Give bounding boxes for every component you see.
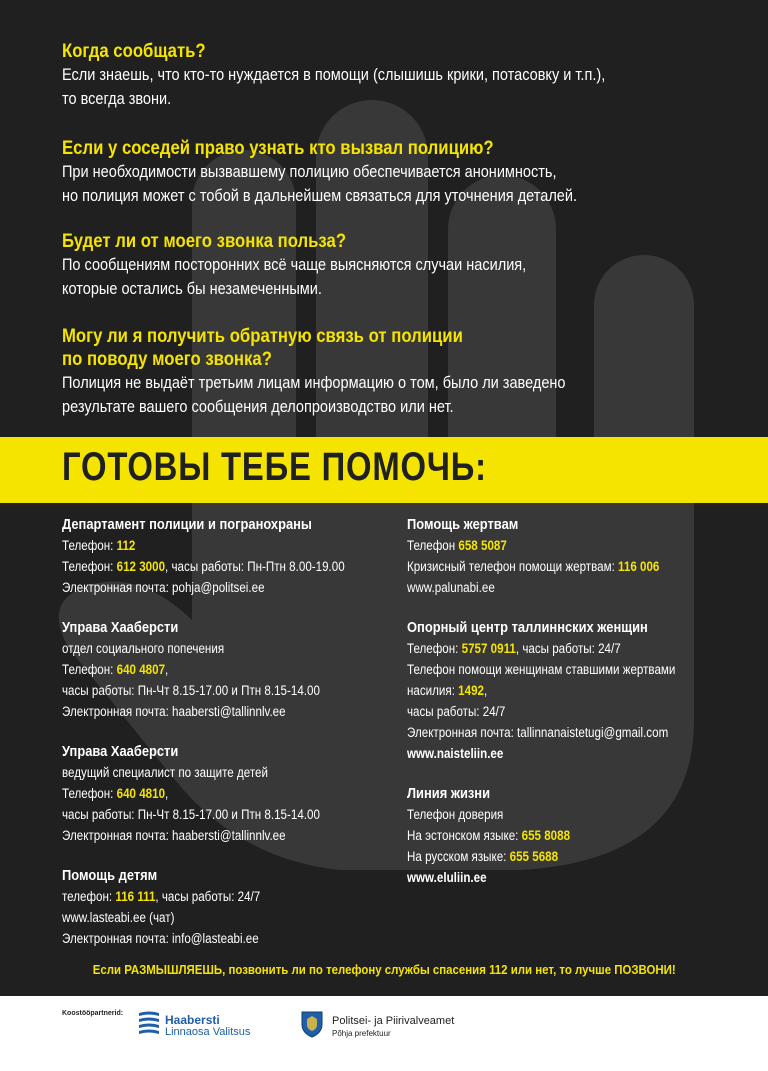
contact-lifeline: Линия жизни Телефон доверия На эстонском языке: 655 8088 На русском языке: 655 5688 www.eluliin.ee (407, 783, 719, 888)
website-link[interactable]: www.eluliin.ee (407, 870, 487, 885)
email-line[interactable]: Электронная почта: haabersti@tallinnlv.ee (62, 828, 286, 843)
phone-number[interactable]: 116 006 (618, 559, 660, 574)
phone-number[interactable]: 1492 (458, 683, 484, 698)
faq-answer: По сообщениям посторонних всё чаще выясняются случаи насилия, которые остались бы незамеченными. (62, 256, 527, 298)
email-line[interactable]: Электронная почта: info@lasteabi.ee (62, 931, 259, 946)
website-link[interactable]: www.lasteabi.ee (62, 910, 146, 925)
faq-question: Если у соседей право узнать кто вызвал полицию? (62, 138, 494, 159)
phone-number[interactable]: 612 3000 (116, 559, 166, 574)
website-link[interactable]: www.naisteliin.ee (407, 746, 504, 761)
contact-haabersti-social: Управа Хааберсти отдел социального попечения Телефон: 640 4807, часы работы: Пн-Чт 8.15-17.00 и Птн 8.15-14.00 Электронная почта: haabersti@tallinnlv.ee (62, 617, 391, 722)
contact-haabersti-child: Управа Хааберсти ведущий специалист по защите детей Телефон: 640 4810, часы работы: Пн-Чт 8.15-17.00 и Птн 8.15-14.00 Электронная почта: haabersti@tallinnlv.ee (62, 741, 391, 846)
contacts-right-column (407, 514, 719, 907)
dept: отдел социального попечения (62, 641, 225, 656)
call-to-action: Если РАЗМЫШЛЯЕШЬ, позвонить ли по телефону службы спасения 112 или нет, то лучше ПОЗВОНИ! (92, 962, 676, 977)
org-name: Опорный центр таллиннских женщин (407, 619, 648, 636)
dept: ведущий специалист по защите детей (62, 765, 268, 780)
org-name: Помощь детям (62, 867, 158, 884)
police-shield-icon (300, 1010, 324, 1038)
phone-number[interactable]: 5757 0911 (461, 641, 516, 656)
contact-police: Департамент полиции и погранохраны Телефон: 112 Телефон: 612 3000, часы работы: Пн-Птн 8.00-19.00 Электронная почта: pohja@politsei.ee (62, 514, 391, 598)
police-logo: Politsei- ja Piirivalveamet Põhja prefektuur (300, 1010, 324, 1043)
org-name: Управа Хааберсти (62, 743, 179, 760)
hours: часы работы: 24/7 (407, 704, 506, 719)
email-line[interactable]: Электронная почта: tallinnanaistetugi@gmail.com (407, 725, 669, 740)
phone-number[interactable]: 116 111 (115, 889, 156, 904)
phone-number[interactable]: 112 (116, 538, 136, 553)
faq-item (62, 230, 742, 301)
faq-answer: При необходимости вызвавшему полицию обеспечивается анонимность, но полиция может с тобой в дальнейшем связаться для уточнения деталей. (62, 163, 578, 205)
org-name: Департамент полиции и погранохраны (62, 516, 312, 533)
contact-victim-support: Помощь жертвам Телефон 658 5087 Кризисный телефон помощи жертвам: 116 006 www.palunabi.ee (407, 514, 719, 598)
haabersti-logo: Haabersti Linnaosa Valitsus (137, 1010, 161, 1041)
faq-answer: Если знаешь, что кто-то нуждается в помощи (слышишь крики, потасовку и т.п.), то всегда звони. (62, 66, 606, 108)
haabersti-emblem-icon (137, 1010, 161, 1036)
email-line[interactable]: Электронная почта: pohja@politsei.ee (62, 580, 265, 595)
help-banner (0, 437, 768, 503)
faq-item (62, 137, 742, 208)
partners-label: Koostööpartnerid: (62, 1010, 124, 1017)
faq-question: Когда сообщать? (62, 41, 206, 62)
phone-number[interactable]: 655 8088 (521, 828, 571, 843)
org-name: Помощь жертвам (407, 516, 519, 533)
org-name: Управа Хааберсти (62, 619, 179, 636)
partners-bar (0, 996, 768, 1071)
phone-number[interactable]: 640 4810 (116, 786, 166, 801)
faq-answer: Полиция не выдаёт третьим лицам информацию о том, было ли заведено результате вашего сообщения делопроизводство или нет. (62, 374, 566, 416)
phone-number[interactable]: 658 5087 (458, 538, 507, 553)
email-line[interactable]: Электронная почта: haabersti@tallinnlv.ee (62, 704, 286, 719)
faq-question: Будет ли от моего звонка польза? (62, 231, 347, 252)
phone-number[interactable]: 640 4807 (116, 662, 166, 677)
website-link[interactable]: www.palunabi.ee (407, 580, 495, 595)
faq-item (62, 40, 742, 111)
banner-title: ГОТОВЫ ТЕБЕ ПОМОЧЬ: (62, 445, 487, 489)
hours: часы работы: Пн-Чт 8.15-17.00 и Птн 8.15-14.00 (62, 683, 320, 698)
org-name: Линия жизни (407, 785, 491, 802)
faq-question: Могу ли я получить обратную связь от полиции по поводу моего звонка? (62, 326, 463, 370)
phone-number[interactable]: 655 5688 (509, 849, 559, 864)
contact-women-center: Опорный центр таллиннских женщин Телефон: 5757 0911, часы работы: 24/7 Телефон помощи женщинам ставшими жертвами насилия: 1492, часы работы: 24/7 Электронная почта: tallinnanaistetugi@gmail.com www.naisteliin.ee (407, 617, 719, 764)
hours: часы работы: Пн-Чт 8.15-17.00 и Птн 8.15-14.00 (62, 807, 320, 822)
faq-item (62, 325, 742, 419)
contacts-left-column (62, 514, 391, 968)
contact-children-help: Помощь детям телефон: 116 111, часы работы: 24/7 www.lasteabi.ee (чат) Электронная почта: info@lasteabi.ee (62, 865, 391, 949)
